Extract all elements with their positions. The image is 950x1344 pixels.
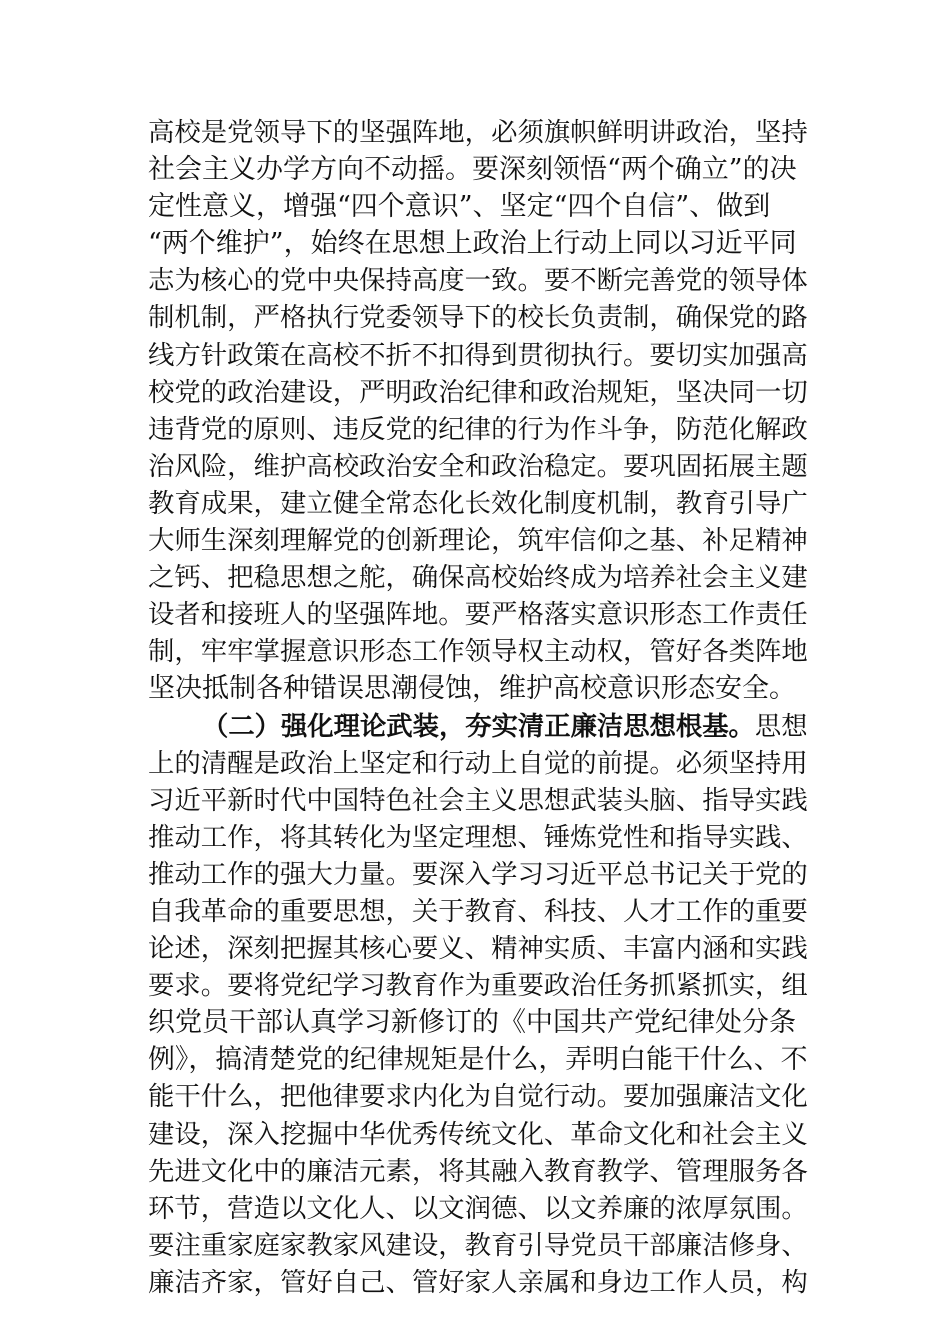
text-line-content: 自我革命的重要思想，关于教育、科技、人才工作的重要 xyxy=(148,895,808,927)
text-line-content: 能干什么，把他律要求内化为自觉行动。要加强廉洁文化 xyxy=(148,1081,808,1113)
text-line xyxy=(148,299,808,336)
text-line-content: 教育成果，建立健全常态化长效化制度机制，教育引导广 xyxy=(148,487,808,519)
text-line-content: 治风险，维护高校政治安全和政治稳定。要巩固拓展主题 xyxy=(148,450,808,482)
text-line-content: 例》，搞清楚党的纪律规矩是什么，弄明白能干什么、不 xyxy=(148,1044,808,1076)
text-line xyxy=(148,374,808,411)
text-line xyxy=(148,1041,808,1078)
text-line xyxy=(148,782,808,819)
text-line xyxy=(148,151,808,188)
text-line-content: 志为核心的党中央保持高度一致。要不断完善党的领导体 xyxy=(148,265,808,297)
text-line xyxy=(148,1227,808,1264)
text-line-content: 廉洁齐家，管好自己、管好家人亲属和身边工作人员，构 xyxy=(148,1266,808,1298)
text-line xyxy=(148,670,808,707)
body-text xyxy=(148,114,808,1301)
text-line xyxy=(148,1116,808,1153)
text-line xyxy=(148,1190,808,1227)
text-line-content: 定性意义，增强“四个意识”、坚定“四个自信”、做到 xyxy=(148,191,771,223)
text-line xyxy=(148,485,808,522)
text-line-content: 大师生深刻理解党的创新理论，筑牢信仰之基、补足精神 xyxy=(148,525,808,557)
text-line-content: 推动工作，将其转化为坚定理想、锤炼党性和指导实践、 xyxy=(148,821,808,853)
text-line xyxy=(148,930,808,967)
text-line-content: 先进文化中的廉洁元素，将其融入教育教学、管理服务各 xyxy=(148,1155,808,1187)
text-line-content: 设者和接班人的坚强阵地。要严格落实意识形态工作责任 xyxy=(148,599,808,631)
text-line-content: “两个维护”，始终在思想上政治上行动上同以习近平同 xyxy=(148,228,797,260)
text-line-content: 建设，深入挖掘中华优秀传统文化、革命文化和社会主义 xyxy=(148,1118,808,1150)
text-line xyxy=(148,819,808,856)
text-line xyxy=(148,633,808,670)
text-line xyxy=(148,745,808,782)
text-line xyxy=(148,1153,808,1190)
text-line-content: 上的清醒是政治上坚定和行动上自觉的前提。必须坚持用 xyxy=(148,747,808,779)
text-line-content: 论述，深刻把握其核心要义、精神实质、丰富内涵和实践 xyxy=(148,933,808,965)
text-line xyxy=(148,893,808,930)
text-line xyxy=(148,1004,808,1041)
text-line-content: 思想 xyxy=(754,711,808,742)
text-line-content: 坚决抵制各种错误思潮侵蚀，维护高校意识形态安全。 xyxy=(148,673,796,705)
text-line xyxy=(148,967,808,1004)
text-line-content: 违背党的原则、违反党的纪律的行为作斗争，防范化解政 xyxy=(148,413,808,445)
text-line xyxy=(148,337,808,374)
text-line-content: 推动工作的强大力量。要深入学习习近平总书记关于党的 xyxy=(148,858,808,890)
text-line xyxy=(148,262,808,299)
text-line xyxy=(148,559,808,596)
text-line-content: 线方针政策在高校不折不扣得到贯彻执行。要切实加强高 xyxy=(148,339,808,371)
text-line-content: 社会主义办学方向不动摇。要深刻领悟“两个确立”的决 xyxy=(148,154,797,186)
text-line-content: 校党的政治建设，严明政治纪律和政治规矩，坚决同一切 xyxy=(148,376,808,408)
text-line-content: 制机制，严格执行党委领导下的校长负责制，确保党的路 xyxy=(148,302,808,334)
text-line xyxy=(148,114,808,151)
text-line xyxy=(148,448,808,485)
text-line-content: 环节，营造以文化人、以文润德、以文养廉的浓厚氛围。 xyxy=(148,1192,808,1224)
text-line xyxy=(148,188,808,225)
text-line-content: 要求。要将党纪学习教育作为重要政治任务抓紧抓实，组 xyxy=(148,970,808,1002)
text-line-content: 要注重家庭家教家风建设，教育引导党员干部廉洁修身、 xyxy=(148,1229,808,1261)
text-line-content: 之钙、把稳思想之舵，确保高校始终成为培养社会主义建 xyxy=(148,562,808,594)
text-line xyxy=(148,1078,808,1115)
text-line xyxy=(148,596,808,633)
section-heading: （二）强化理论武装，夯实清正廉洁思想根基。 xyxy=(202,710,755,742)
text-line-content: 织党员干部认真学习新修订的《中国共产党纪律处分条 xyxy=(148,1007,796,1039)
text-line xyxy=(148,225,808,262)
text-line xyxy=(148,1264,808,1301)
section-heading-line xyxy=(148,708,808,745)
text-line xyxy=(148,522,808,559)
text-line-content: 高校是党领导下的坚强阵地，必须旗帜鲜明讲政治，坚持 xyxy=(148,117,808,148)
text-line-content: 习近平新时代中国特色社会主义思想武装头脑、指导实践 xyxy=(148,784,808,816)
text-line xyxy=(148,856,808,893)
text-line xyxy=(148,411,808,448)
text-line-content: 制，牢牢掌握意识形态工作领导权主动权，管好各类阵地 xyxy=(148,636,808,668)
